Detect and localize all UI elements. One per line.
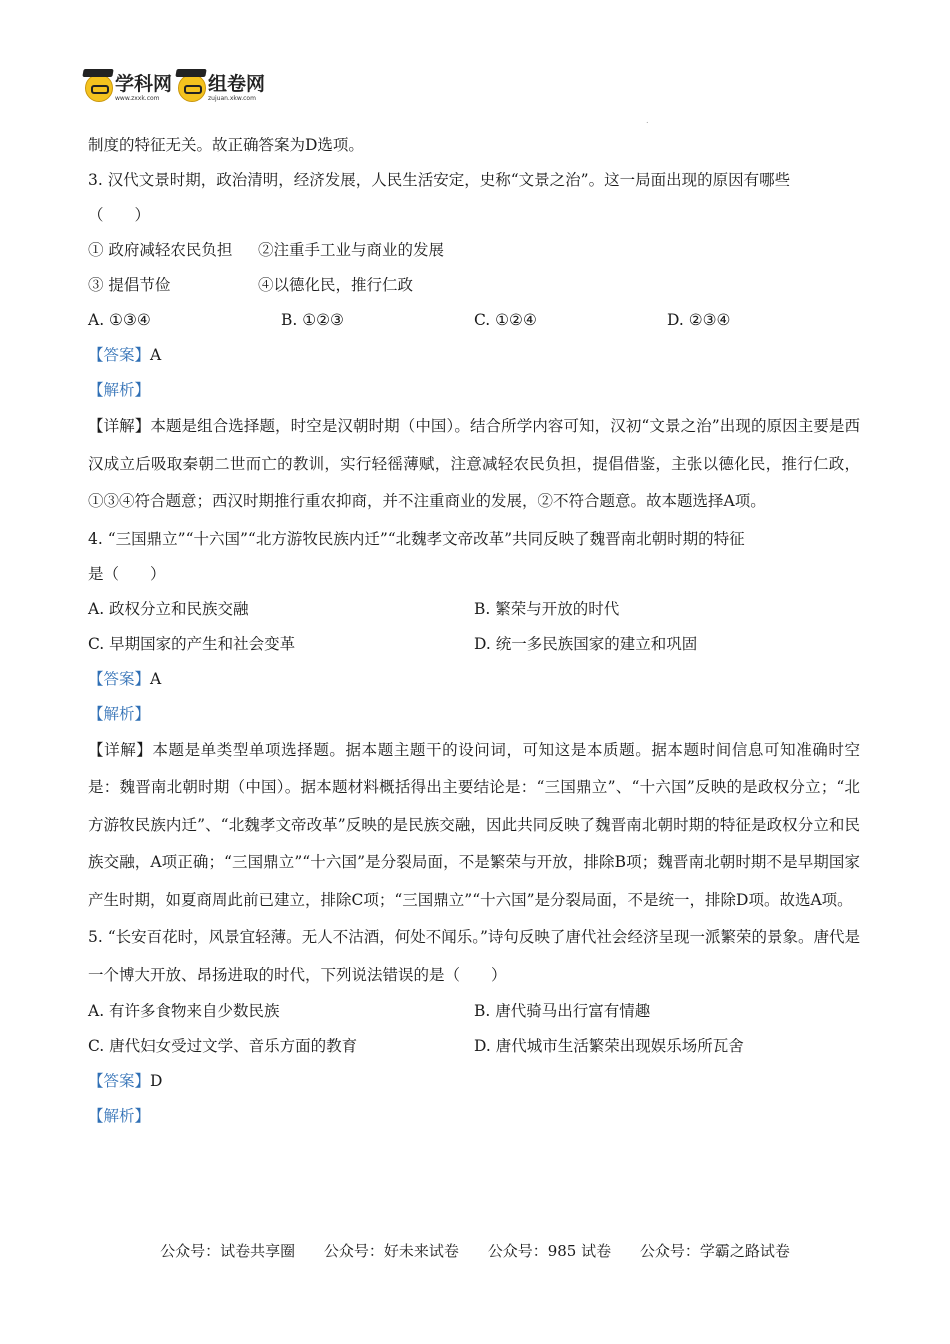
q4-choices-row1 bbox=[88, 592, 860, 627]
q3-choice-d: D. ②③④ bbox=[667, 311, 731, 329]
q3-statement-2: ②注重手工业与商业的发展 bbox=[258, 241, 445, 259]
q3-choices bbox=[88, 303, 860, 338]
q5-choice-a: A. 有许多食物来自少数民族 bbox=[88, 1002, 280, 1020]
analysis-tag: 【解析】 bbox=[88, 381, 151, 399]
mascot-icon bbox=[178, 74, 206, 102]
mascot-icon bbox=[85, 74, 113, 102]
q5-choice-b: B. 唐代骑马出行富有情趣 bbox=[474, 1002, 651, 1020]
q5-analysis bbox=[88, 1099, 860, 1134]
footer-account-4: 公众号：学霸之路试卷 bbox=[639, 1242, 790, 1260]
q3-choice-a: A. ①③④ bbox=[88, 311, 151, 329]
q3-statements-row2 bbox=[88, 268, 860, 303]
q4-detail bbox=[88, 732, 860, 920]
q5-answer bbox=[88, 1064, 860, 1099]
q5-choice-d: D. 唐代城市生活繁荣出现娱乐场所瓦舍 bbox=[474, 1037, 744, 1055]
q3-stem-bracket: （ ） bbox=[88, 206, 151, 224]
analysis-tag: 【解析】 bbox=[88, 1107, 151, 1125]
footer-account-3: 公众号：985 试卷 bbox=[487, 1242, 612, 1260]
page-marker: . bbox=[646, 116, 649, 125]
q3-choice-c: C. ①②④ bbox=[474, 311, 537, 329]
q4-choices-row2 bbox=[88, 627, 860, 662]
q4-choice-c: C. 早期国家的产生和社会变革 bbox=[88, 634, 296, 653]
analysis-tag: 【解析】 bbox=[88, 704, 151, 723]
answer-tag: 【答案】 bbox=[88, 669, 151, 688]
q3-detail bbox=[88, 408, 860, 521]
q4-analysis bbox=[88, 697, 860, 732]
q4-detail-text: 本题是单类型单项选择题。据本题主题干的设问词，可知这是本质题。据本题时间信息可知准确时空是：魏晋南北朝时期（中国）。据本题材料概括得出主要结论是：“三国鼎立”、“十六国”反映的是政权分立；“北方游牧民族内迁”、“北魏孝文帝改革”反映的是民族交融，因此共同反映了魏晋南北朝时期的特征是政权分立和民族交融，A项正确；“三国鼎立”“十六国”是分裂局面，不是繁荣与开放，排除B项；魏晋南北朝时期不是早期国家产生时期，如夏商周此前已建立，排除C项；“三国鼎立”“十六国”是分裂局面，不是统一，排除D项。故选A项。 bbox=[88, 740, 860, 909]
q3-answer-value: A bbox=[150, 346, 162, 364]
footer-account-2: 公众号：好未来试卷 bbox=[323, 1242, 459, 1260]
q4-answer bbox=[88, 662, 860, 697]
q5-answer-value: D bbox=[150, 1072, 163, 1090]
q3-statements-row1 bbox=[88, 233, 860, 268]
site-header-logos bbox=[85, 68, 345, 108]
q3-detail-text: 本题是组合选择题，时空是汉朝时期（中国）。结合所学内容可知，汉初“文景之治”出现的原因主要是西汉成立后吸取秦朝二世而亡的教训，实行轻徭薄赋，注意减轻农民负担，提倡借鉴，主张以德化民，推行仁政，①③④符合题意；西汉时期推行重农抑商，并不注重商业的发展，②不符合题意。故本题选择A项。 bbox=[88, 417, 860, 510]
q3-statement-1: ① 政府减轻农民负担 bbox=[88, 241, 233, 259]
q3-choice-b: B. ①②③ bbox=[281, 311, 344, 329]
q3-analysis bbox=[88, 373, 860, 408]
q3-stem: 3. 汉代文景时期，政治清明，经济发展，人民生活安定，史称“文景之治”。这一局面出现的原因有哪些 bbox=[88, 171, 791, 189]
logo2-url: zujuan.xkw.com bbox=[208, 94, 256, 102]
q4-choice-b: B. 繁荣与开放的时代 bbox=[474, 599, 620, 618]
q5-choices-row1 bbox=[88, 994, 860, 1029]
q4-answer-value: A bbox=[150, 669, 162, 688]
q3-statement-3: ③ 提倡节俭 bbox=[88, 276, 171, 294]
q3-statement-4: ④以德化民，推行仁政 bbox=[258, 276, 414, 294]
logo2-name: 组卷网 bbox=[208, 72, 266, 95]
q4-choice-a: A. 政权分立和民族交融 bbox=[88, 599, 249, 618]
detail-tag: 【详解】 bbox=[88, 417, 151, 435]
logo1-name: 学科网 bbox=[115, 72, 173, 95]
detail-tag: 【详解】 bbox=[88, 740, 153, 759]
page-footer bbox=[0, 1240, 950, 1261]
zujuanwang-logo[interactable] bbox=[178, 74, 265, 102]
q4-stem: 4. “三国鼎立”“十六国”“北方游牧民族内迁”“北魏孝文帝改革”共同反映了魏晋南北朝时期的特征 bbox=[88, 529, 745, 548]
logo1-url: www.zxxk.com bbox=[115, 94, 160, 102]
q5-choice-c: C. 唐代妇女受过文学、音乐方面的教育 bbox=[88, 1037, 358, 1055]
q5-choices-row2 bbox=[88, 1029, 860, 1064]
q4-choice-d: D. 统一多民族国家的建立和巩固 bbox=[474, 634, 698, 653]
continued-text: 制度的特征无关。故正确答案为D选项。 bbox=[88, 136, 364, 154]
answer-tag: 【答案】 bbox=[88, 346, 151, 364]
document-body bbox=[88, 128, 860, 1134]
footer-account-1: 公众号：试卷共享圈 bbox=[160, 1242, 296, 1260]
xuekewang-logo[interactable] bbox=[85, 74, 172, 102]
q4-stem-cont: 是（ ） bbox=[88, 564, 166, 583]
q5-stem: 5. “长安百花时，风景宜轻薄。无人不沽酒，何处不闻乐。”诗句反映了唐代社会经济呈现一派繁荣的景象。唐代是一个博大开放、昂扬进取的时代，下列说法错误的是（ ） bbox=[88, 928, 860, 984]
q3-answer bbox=[88, 338, 860, 373]
answer-tag: 【答案】 bbox=[88, 1072, 151, 1090]
